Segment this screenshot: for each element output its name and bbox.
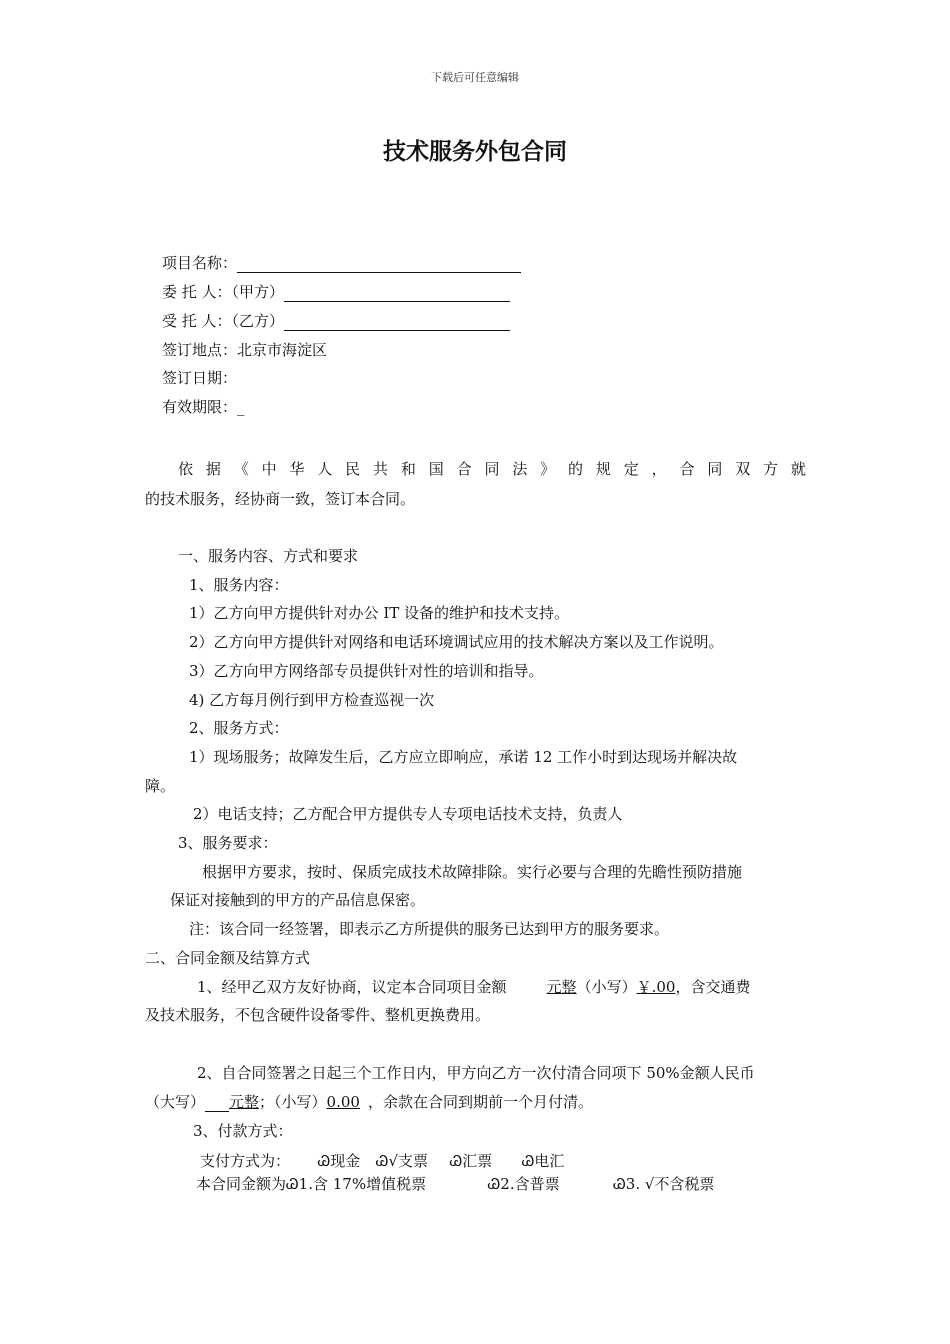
amount-post: ，含交通费 [675, 978, 751, 996]
intro-char: 合 [679, 460, 699, 478]
intro-char: 民 [345, 460, 365, 478]
field-place [162, 340, 327, 360]
payment2-line-2 [145, 1092, 593, 1112]
field-contractor-label: 受 托 人：（乙方） [162, 312, 285, 330]
intro-char: 方 [763, 460, 783, 478]
amount-line-1 [197, 977, 750, 997]
section2-heading: 二、合同金额及结算方式 [145, 949, 311, 967]
field-place-label: 签订地点： [162, 341, 238, 359]
pay2-mid: ；（小写） [259, 1093, 327, 1111]
field-validity: 有效期限：_ [162, 398, 245, 416]
intro-char: 据 [205, 460, 225, 478]
field-client-label: 委 托 人：（甲方） [162, 283, 285, 301]
intro-char: 华 [289, 460, 309, 478]
intro-line-1 [178, 459, 806, 479]
amount-small-label: （小写） [576, 978, 637, 996]
service-item: 2）乙方向甲方提供针对网络和电话环境调试应用的技术解决方案以及工作说明。 [189, 633, 724, 651]
contractor-blank [284, 314, 510, 331]
intro-char: 同 [484, 460, 504, 478]
pay2-small-value: 0.00 [326, 1093, 360, 1111]
pay2-post: ，余款在合同到期前一个月付清。 [367, 1093, 593, 1111]
service-item: 1）乙方向甲方提供针对办公 IT 设备的维护和技术支持。 [189, 604, 570, 622]
invoice-none: 3. √不含税票 [625, 1175, 715, 1193]
mode2: 2）电话支持；乙方配合甲方提供专人专项电话技术支持，负责人 [193, 805, 623, 823]
method-check: √支票 [388, 1152, 428, 1170]
intro-char: 人 [317, 460, 337, 478]
invoice-label: 本合同金额为 [196, 1175, 287, 1193]
field-date: 签订日期： [162, 369, 238, 387]
amount-unit: 元整 [546, 978, 577, 996]
section1-sub2: 2、服务方式： [189, 719, 289, 737]
intro-char: 同 [707, 460, 727, 478]
pay2-big-label: （大写） [145, 1093, 206, 1111]
requirement-line-1: 根据甲方要求，按时、保质完成技术故障排除。实行必要与合理的先瞻性预防措施 [202, 863, 743, 881]
field-project-name-label: 项目名称： [162, 254, 238, 272]
intro-char: 和 [400, 460, 420, 478]
invoice-general: 2.含普票 [500, 1175, 560, 1193]
pay2-big-value: 元整 [229, 1093, 260, 1111]
intro-char: 双 [735, 460, 755, 478]
mode1-line-2: 障。 [145, 777, 176, 795]
header-note: 下载后可任意编辑 [431, 71, 519, 84]
intro-char: 依 [178, 460, 198, 478]
invoice-row [196, 1174, 714, 1194]
intro-char: 》 [540, 460, 560, 478]
amount-small-value: ￥.00 [636, 978, 676, 996]
checkbox-icon[interactable]: Ꮚ [375, 1152, 389, 1170]
section1-note: 注：该合同一经签署，即表示乙方所提供的服务已达到甲方的服务要求。 [189, 920, 670, 938]
invoice-vat: 1.含 17%增值税票 [298, 1175, 427, 1193]
payment-method-row [200, 1151, 564, 1171]
checkbox-icon[interactable]: Ꮚ [449, 1152, 463, 1170]
intro-char: 《 [233, 460, 253, 478]
section1-sub3: 3、服务要求： [178, 834, 278, 852]
field-project-name [162, 253, 521, 273]
checkbox-icon[interactable]: Ꮚ [521, 1152, 535, 1170]
intro-char: 合 [456, 460, 476, 478]
field-place-value: 北京市海淀区 [237, 341, 328, 359]
client-blank [284, 285, 510, 302]
checkbox-icon[interactable]: Ꮚ [613, 1175, 626, 1193]
amount-pre: 1、经甲乙双方友好协商，议定本合同项目金额 [197, 978, 507, 996]
intro-line-2: 的技术服务，经协商一致，签订本合同。 [145, 490, 416, 508]
mode1-line-1: 1）现场服务；故障发生后，乙方应立即响应，承诺 12 工作小时到达现场并解决故 [189, 748, 738, 766]
intro-char: 的 [568, 460, 588, 478]
method-wire: 电汇 [534, 1152, 565, 1170]
checkbox-icon[interactable]: Ꮚ [286, 1175, 299, 1193]
intro-char: 共 [373, 460, 393, 478]
payment-method-label: 支付方式为： [200, 1152, 291, 1170]
checkbox-icon[interactable]: Ꮚ [317, 1152, 331, 1170]
project-name-blank [237, 256, 521, 273]
requirement-line-2: 保证对接触到的甲方的产品信息保密。 [170, 891, 426, 909]
payment2-line-1: 2、自合同签署之日起三个工作日内，甲方向乙方一次付清合同项下 50%金额人民币 [197, 1064, 755, 1082]
payment3-heading: 3、付款方式： [193, 1122, 293, 1140]
intro-char: 就 [790, 460, 806, 478]
intro-char: 国 [428, 460, 448, 478]
field-contractor [162, 311, 510, 331]
intro-char: 规 [595, 460, 615, 478]
field-client [162, 282, 510, 302]
intro-char: 定 [623, 460, 643, 478]
intro-char: ， [651, 460, 671, 478]
intro-char: 中 [261, 460, 281, 478]
service-item: 4) 乙方每月例行到甲方检查巡视一次 [189, 691, 435, 709]
method-draft: 汇票 [462, 1152, 493, 1170]
intro-char: 法 [512, 460, 532, 478]
checkbox-icon[interactable]: Ꮚ [487, 1175, 501, 1193]
amount-line-2: 及技术服务，不包含硬件设备零件、整机更换费用。 [145, 1006, 491, 1024]
document-title: 技术服务外包合同 [383, 138, 567, 165]
method-cash: 现金 [330, 1152, 361, 1170]
section1-heading: 一、服务内容、方式和要求 [178, 547, 359, 565]
section1-sub1: 1、服务内容： [189, 576, 289, 594]
service-item: 3）乙方向甲方网络部专员提供针对性的培训和指导。 [189, 662, 544, 680]
